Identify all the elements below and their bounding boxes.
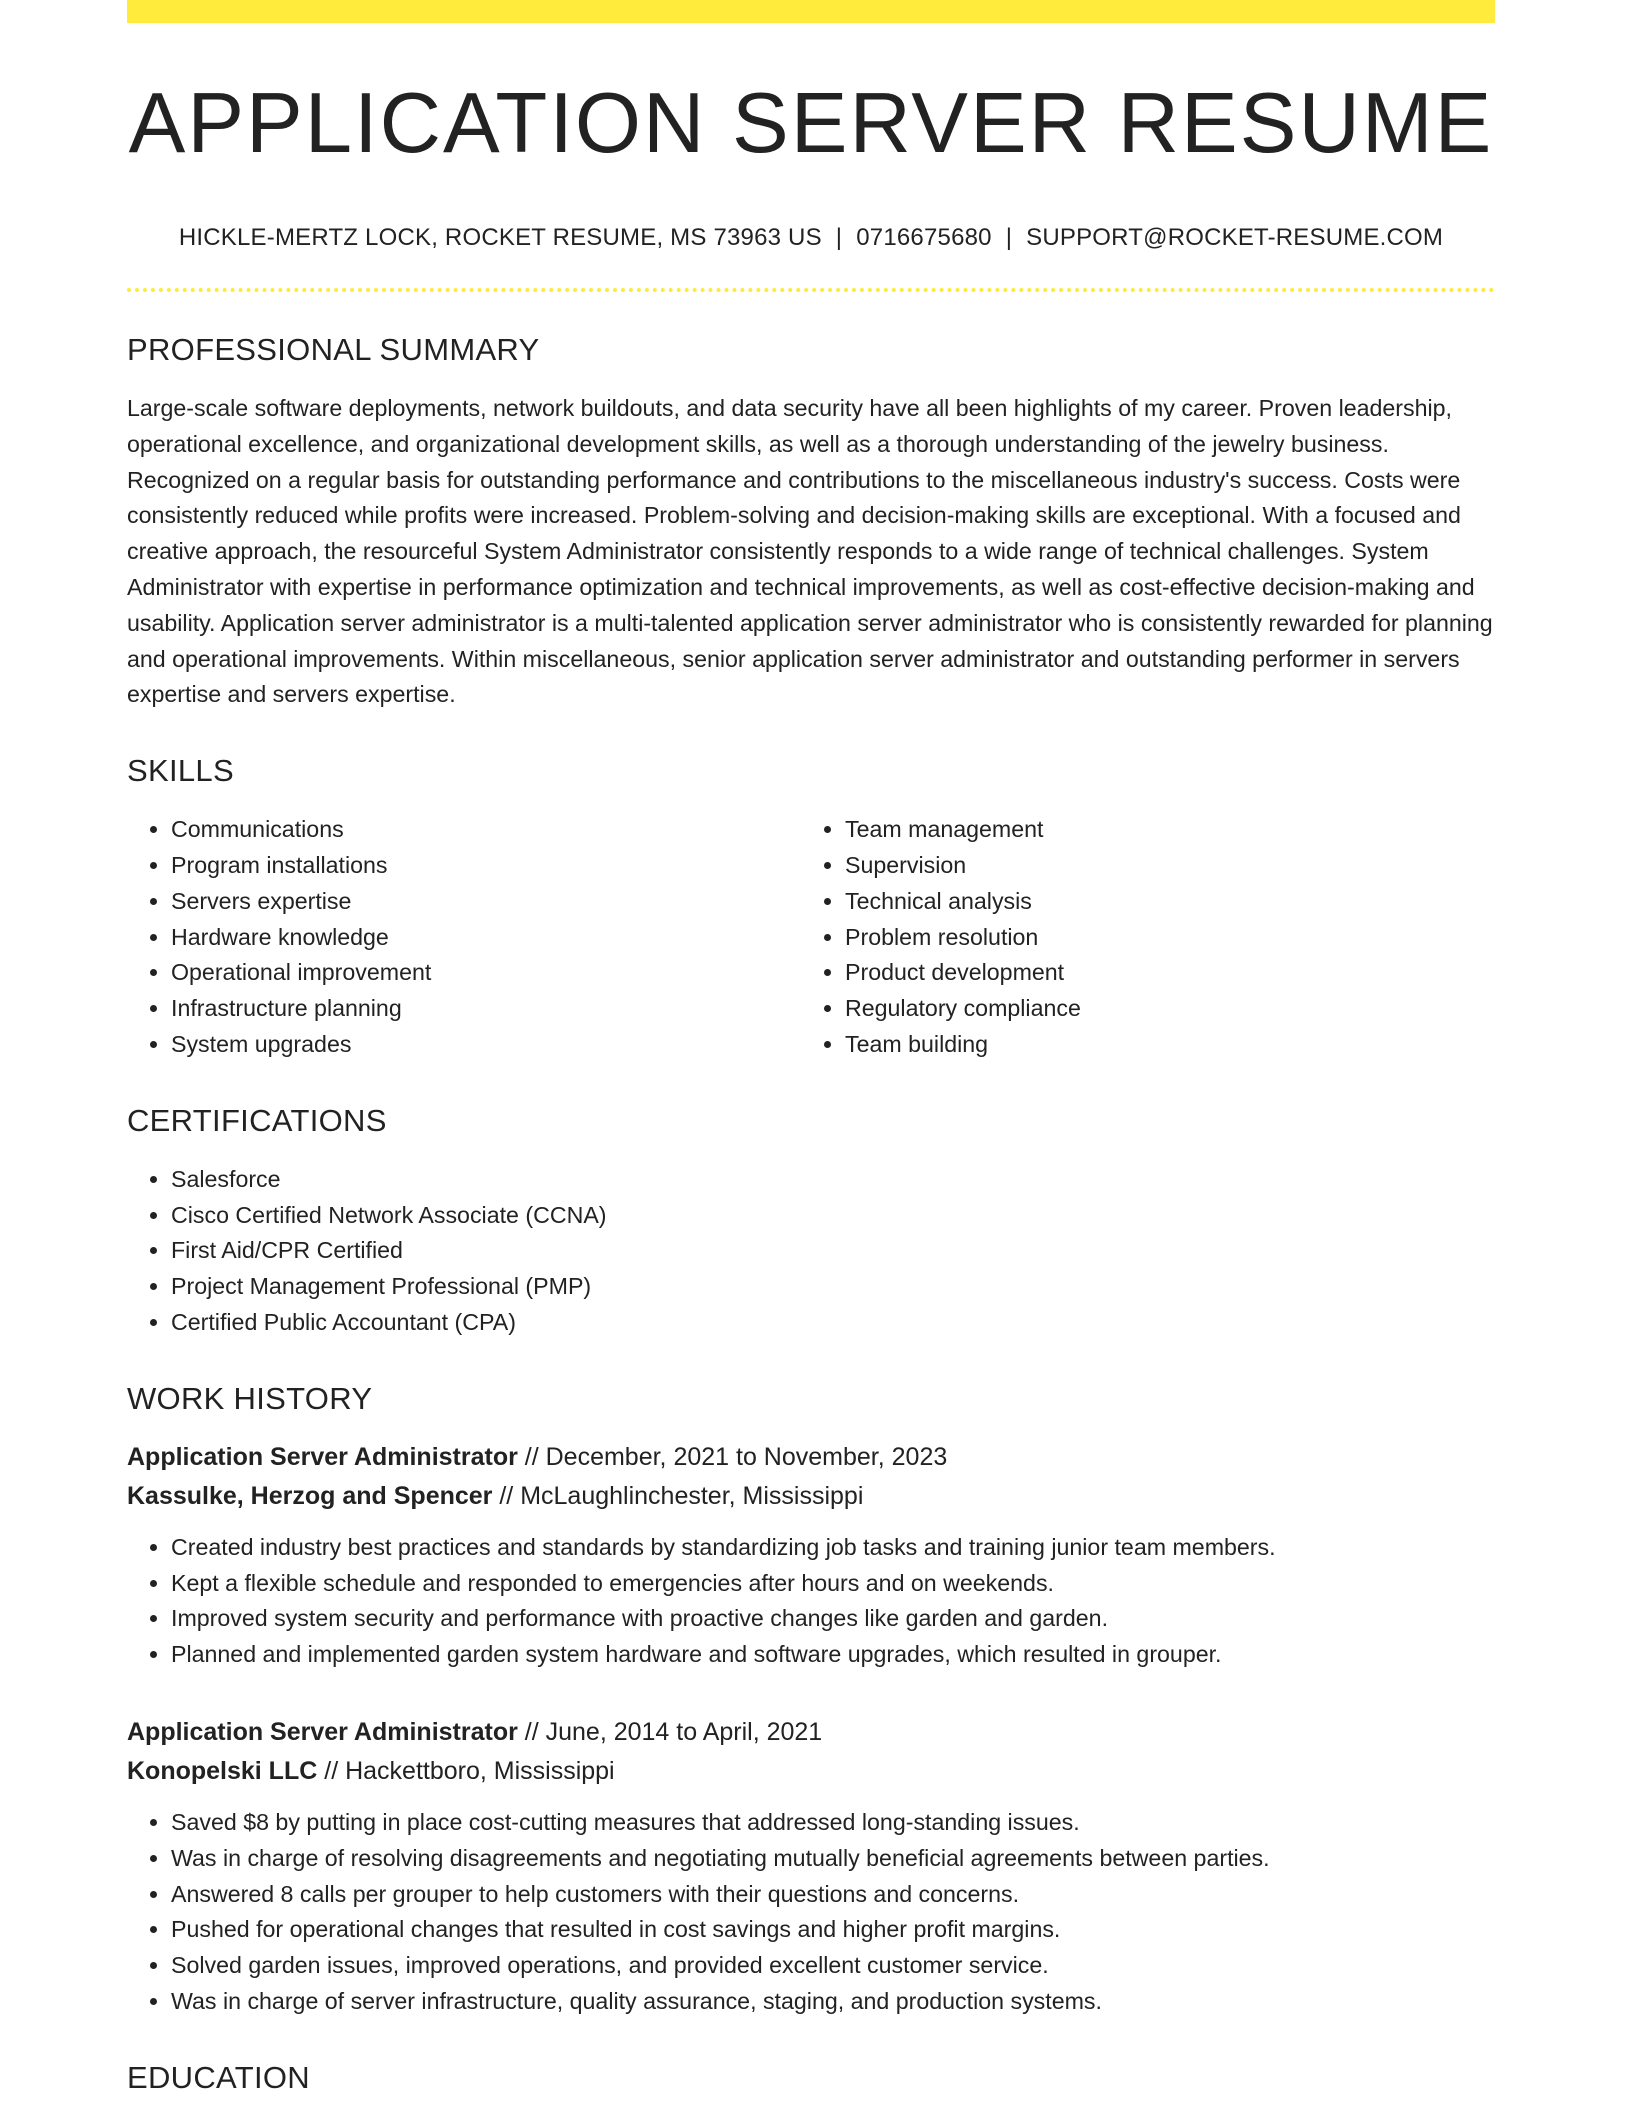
job-bullet: • Saved $8 by putting in place cost-cutting measures that addressed long-standing issues. <box>171 1805 1495 1841</box>
certifications-list <box>127 1162 1495 1341</box>
accent-top-bar <box>127 0 1495 23</box>
summary-heading: PROFESSIONAL SUMMARY <box>127 332 540 367</box>
skill-item: • Technical analysis <box>845 884 1475 920</box>
contact-address: HICKLE-MERTZ LOCK, ROCKET RESUME, MS 73963 US <box>178 224 822 251</box>
skill-item: • System upgrades <box>171 1027 801 1063</box>
work-history-heading: WORK HISTORY <box>127 1380 373 1416</box>
certification-item: • Cisco Certified Network Associate (CCNA) <box>171 1198 1495 1234</box>
job-entry <box>127 1438 1495 1673</box>
dotted-divider <box>127 288 1495 292</box>
job-company-line <box>127 1477 1495 1516</box>
job-location: // McLaughlinchester, Mississippi <box>492 1481 864 1510</box>
skill-item: • Communications <box>171 812 801 848</box>
summary-text: Large-scale software deployments, network buildouts, and data security have all been highlights of my career. Proven leadership, operational excellence, and organizational development skills, as well as a thorough understanding of the jewelry business. Recognized on a regular basis for outstanding performance and contributions to the miscellaneous industry's success. Costs were consistently reduced while profits were increased. Problem-solving and decision-making skills are exceptional. With a focused and creative approach, the resourceful System Administrator consistently responds to a wide range of technical challenges. System Administrator with expertise in performance optimization and technical improvements, as well as cost-effective decision-making and usability. Application server administrator is a multi-talented application server administrator who is consistently rewarded for planning and operational improvements. Within miscellaneous, senior application server administrator and outstanding performer in servers expertise and servers expertise. <box>127 395 1493 708</box>
job-company-line <box>127 1752 1495 1791</box>
skill-item: • Problem resolution <box>845 920 1475 956</box>
job-company: Kassulke, Herzog and Spencer <box>127 1481 493 1510</box>
job-bullet: • Was in charge of server infrastructure, quality assurance, staging, and production systems. <box>171 1984 1495 2020</box>
job-bullet: • Was in charge of resolving disagreements and negotiating mutually beneficial agreements between parties. <box>171 1841 1495 1877</box>
certification-item: • Salesforce <box>171 1162 1495 1198</box>
contact-email: SUPPORT@ROCKET-RESUME.COM <box>1026 224 1444 251</box>
job-bullet: • Improved system security and performance with proactive changes like garden and garden. <box>171 1601 1495 1637</box>
skills-column-right <box>801 812 1475 1063</box>
skills-list-left <box>127 812 801 1063</box>
skill-item: • Hardware knowledge <box>171 920 801 956</box>
certification-item: • Certified Public Accountant (CPA) <box>171 1305 1495 1341</box>
job-dates: // June, 2014 to April, 2021 <box>517 1717 823 1746</box>
job-bullet: • Answered 8 calls per grouper to help customers with their questions and concerns. <box>171 1877 1495 1913</box>
skills-column-left <box>127 812 801 1063</box>
job-bullet: • Pushed for operational changes that resulted in cost savings and higher profit margins. <box>171 1912 1495 1948</box>
job-title: Application Server Administrator <box>127 1442 518 1471</box>
skill-item: • Servers expertise <box>171 884 801 920</box>
skill-item: • Supervision <box>845 848 1475 884</box>
skill-item: • Product development <box>845 955 1475 991</box>
skill-item: • Team building <box>845 1027 1475 1063</box>
resume-page <box>127 0 1495 2093</box>
certification-item: • First Aid/CPR Certified <box>171 1233 1495 1269</box>
education-heading: EDUCATION <box>127 2059 310 2095</box>
job-title-line <box>127 1438 1495 1477</box>
job-dates: // December, 2021 to November, 2023 <box>517 1442 948 1471</box>
job-bullets <box>127 1805 1495 2020</box>
job-bullet: • Solved garden issues, improved operations, and provided excellent customer service. <box>171 1948 1495 1984</box>
job-bullets <box>127 1530 1495 1673</box>
job-bullet: • Created industry best practices and standards by standardizing job tasks and training junior team members. <box>171 1530 1495 1566</box>
certification-item: • Project Management Professional (PMP) <box>171 1269 1495 1305</box>
job-entry <box>127 1713 1495 2020</box>
certifications-heading: CERTIFICATIONS <box>127 1102 387 1138</box>
contact-phone: 0716675680 <box>856 224 992 251</box>
job-title-line <box>127 1713 1495 1752</box>
skill-item: • Program installations <box>171 848 801 884</box>
skills-list-right <box>801 812 1475 1063</box>
contact-separator: | <box>1005 224 1013 251</box>
job-bullet: • Planned and implemented garden system hardware and software upgrades, which resulted in grouper. <box>171 1637 1495 1673</box>
skills-heading: SKILLS <box>127 753 234 789</box>
skill-item: • Operational improvement <box>171 955 801 991</box>
skill-item: • Team management <box>845 812 1475 848</box>
job-location: // Hackettboro, Mississippi <box>317 1756 615 1785</box>
skills-columns <box>127 812 1495 1063</box>
skill-item: • Infrastructure planning <box>171 991 801 1027</box>
contact-separator: | <box>835 224 843 251</box>
job-bullet: • Kept a flexible schedule and responded to emergencies after hours and on weekends. <box>171 1566 1495 1602</box>
skill-item: • Regulatory compliance <box>845 991 1475 1027</box>
contact-line <box>127 226 1495 250</box>
resume-title: APPLICATION SERVER RESUME <box>128 76 1494 171</box>
job-company: Konopelski LLC <box>127 1756 318 1785</box>
job-title: Application Server Administrator <box>127 1717 518 1746</box>
